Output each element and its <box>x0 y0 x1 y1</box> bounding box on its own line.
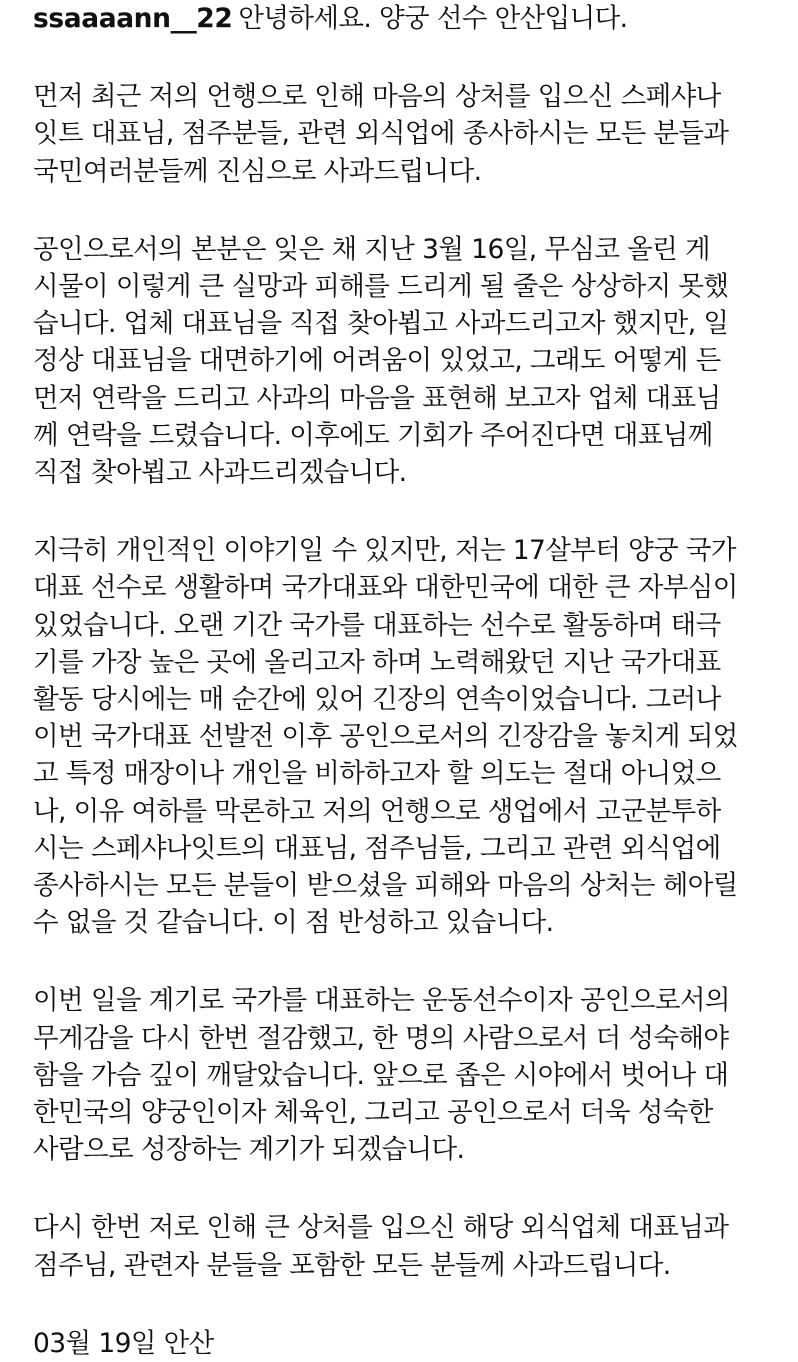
text-line: 이번 일을 계기로 국가를 대표하는 운동선수이자 공인으로서의 <box>33 985 730 1017</box>
text-line: 먼저 최근 저의 언행으로 인해 마음의 상처를 입으신 스페샤나 <box>33 81 721 113</box>
username-link[interactable]: ssaaaann__22 <box>33 3 233 34</box>
text-line: 함을 가슴 깊이 깨달았습니다. 앞으로 좁은 시야에서 벗어나 대 <box>33 1059 729 1091</box>
text-line: 국민여러분들께 진심으로 사과드립니다. <box>33 155 482 187</box>
text-line: 한민국의 양궁인이자 체육인, 그리고 공인으로서 더욱 성숙한 <box>33 1097 713 1128</box>
text-line: 공인으로서의 본분은 잊은 채 지난 3월 16일, 무심코 올린 게 <box>33 233 710 265</box>
text-line: 무게감을 다시 한번 절감했고, 한 명의 사람으로서 더 성숙해야 <box>33 1022 729 1054</box>
text-line: 잇트 대표님, 점주분들, 관련 외식업에 종사하시는 모든 분들과 <box>33 118 729 150</box>
text-line: 기를 가장 높은 곳에 올리고자 하며 노력해왔던 지난 국가대표 <box>33 646 721 678</box>
text-line: 시물이 이렇게 큰 실망과 피해를 드리게 될 줄은 상상하지 못했 <box>33 271 729 302</box>
text-line: 종사하시는 모든 분들이 받으셨을 피해와 마음의 상처는 헤아릴 <box>33 870 738 901</box>
text-line: 직접 찾아뵙고 사과드리겠습니다. <box>33 457 407 488</box>
signature-date: 03월 19일 안산 <box>33 1327 214 1359</box>
text-line: 있었습니다. 오랜 기간 국가를 대표하는 선수로 활동하며 태극 <box>33 609 721 641</box>
text-line: 활동 당시에는 매 순간에 있어 긴장의 연속이었습니다. 그러나 <box>33 684 721 715</box>
text-line: 점주님, 관련자 분들을 포함한 모든 분들께 사과드립니다. <box>33 1249 671 1281</box>
text-line: 습니다. 업체 대표님을 직접 찾아뵙고 사과드리고자 했지만, 일 <box>33 308 729 340</box>
text-line: 수 없을 것 같습니다. 이 점 반성하고 있습니다. <box>33 907 554 939</box>
post-header <box>33 0 774 37</box>
text-line: 나, 이유 여하를 막론하고 저의 언행으로 생업에서 고군분투하 <box>33 795 721 827</box>
greeting-text: 안녕하세요. 양궁 선수 안산입니다. <box>238 3 628 34</box>
text-line: 사람으로 성장하는 계기가 되겠습니다. <box>33 1134 465 1166</box>
text-line: 께 연락을 드렸습니다. 이후에도 기회가 주어진다면 대표님께 <box>33 419 713 451</box>
text-line: 이번 국가대표 선발전 이후 공인으로서의 긴장감을 놓치게 되었 <box>33 721 738 753</box>
text-line: 정상 대표님을 대면하기에 어려움이 있었고, 그래도 어떻게 든 <box>33 345 721 377</box>
text-line: 지극히 개인적인 이야기일 수 있지만, 저는 17살부터 양궁 국가 <box>33 535 736 567</box>
text-line: 시는 스페샤나잇트의 대표님, 점주님들, 그리고 관련 외식업에 <box>33 832 721 864</box>
text-line: 대표 선수로 생활하며 국가대표와 대한민국에 대한 큰 자부심이 <box>33 572 738 604</box>
text-line: 먼저 연락을 드리고 사과의 마음을 표현해 보고자 업체 대표님 <box>33 382 721 414</box>
text-line: 다시 한번 저로 인해 큰 상처를 입으신 해당 외식업체 대표님과 <box>33 1212 729 1244</box>
text-line: 고 특정 매장이나 개인을 비하하고자 할 의도는 절대 아니었으 <box>33 758 721 790</box>
